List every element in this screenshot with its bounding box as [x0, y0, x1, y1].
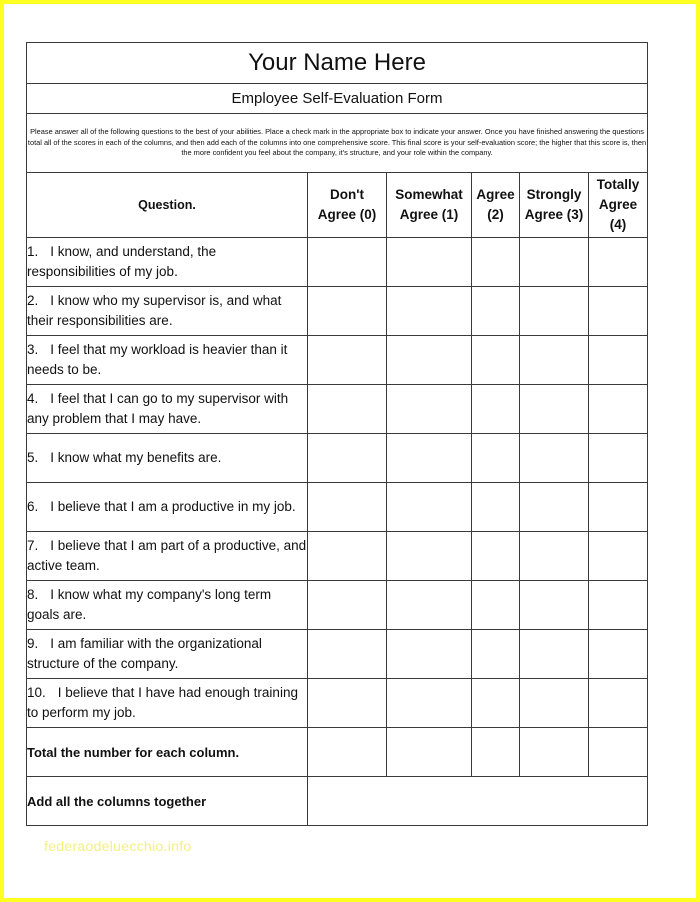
question-label: I believe that I am part of a productive, and active team. — [27, 538, 307, 573]
name-title: Your Name Here — [27, 43, 648, 84]
answer-checkbox-cell[interactable] — [472, 630, 520, 679]
answer-checkbox-cell[interactable] — [387, 532, 472, 581]
sum-row — [27, 777, 648, 826]
question-text — [27, 287, 308, 336]
question-text — [27, 238, 308, 287]
answer-checkbox-cell[interactable] — [520, 483, 589, 532]
answer-checkbox-cell[interactable] — [520, 336, 589, 385]
question-number: 1. — [27, 244, 39, 260]
answer-checkbox-cell[interactable] — [308, 532, 387, 581]
question-row — [27, 630, 648, 679]
question-row — [27, 483, 648, 532]
question-number: 2. — [27, 293, 39, 309]
answer-checkbox-cell[interactable] — [387, 287, 472, 336]
question-text — [27, 532, 308, 581]
answer-checkbox-cell[interactable] — [589, 630, 648, 679]
option-header-somewhat-agree — [387, 173, 472, 238]
question-number: 9. — [27, 636, 39, 652]
answer-checkbox-cell[interactable] — [308, 581, 387, 630]
option-line: Somewhat — [395, 186, 463, 202]
question-row — [27, 434, 648, 483]
answer-checkbox-cell[interactable] — [589, 434, 648, 483]
question-row — [27, 238, 648, 287]
answer-checkbox-cell[interactable] — [589, 581, 648, 630]
answer-checkbox-cell[interactable] — [589, 238, 648, 287]
total-cell-0[interactable] — [308, 728, 387, 777]
question-label: I know what my benefits are. — [50, 450, 222, 466]
instructions: Please answer all of the following questions to the best of your abilities. Place a check mark in the appropriate box to indicate your answer. Once you have finished answering the questions total all of the scores in each of the columns, and then add each of the columns into one comprehensive score. This final score is your self-evaluation score; the higher that this score is, then the more confident you feel about the company, it's structure, and your role within the company. — [27, 114, 648, 173]
answer-checkbox-cell[interactable] — [308, 385, 387, 434]
question-number: 10. — [27, 685, 46, 701]
option-header-dont-agree — [308, 173, 387, 238]
question-number: 5. — [27, 450, 39, 466]
total-row — [27, 728, 648, 777]
question-header: Question. — [27, 173, 308, 238]
answer-checkbox-cell[interactable] — [472, 385, 520, 434]
question-label: I feel that my workload is heavier than it needs to be. — [27, 342, 288, 377]
watermark: federaodeluecchio.info — [44, 838, 192, 854]
option-line: (4) — [609, 217, 627, 233]
answer-checkbox-cell[interactable] — [308, 287, 387, 336]
question-number: 4. — [27, 391, 39, 407]
answer-checkbox-cell[interactable] — [387, 336, 472, 385]
option-line: Agree (1) — [399, 207, 459, 222]
answer-checkbox-cell[interactable] — [520, 385, 589, 434]
option-line: Agree — [476, 186, 515, 202]
question-text — [27, 385, 308, 434]
option-line: Agree (3) — [524, 207, 584, 222]
question-label: I believe that I have had enough training to perform my job. — [27, 685, 298, 720]
answer-checkbox-cell[interactable] — [472, 238, 520, 287]
question-row — [27, 287, 648, 336]
answer-checkbox-cell[interactable] — [308, 336, 387, 385]
answer-checkbox-cell[interactable] — [387, 679, 472, 728]
answer-checkbox-cell[interactable] — [472, 336, 520, 385]
question-text — [27, 434, 308, 483]
answer-checkbox-cell[interactable] — [472, 581, 520, 630]
question-text — [27, 581, 308, 630]
question-row — [27, 336, 648, 385]
option-line: Don't — [330, 186, 364, 202]
option-line: Strongly — [526, 186, 582, 202]
answer-checkbox-cell[interactable] — [472, 287, 520, 336]
question-label: I am familiar with the organizational structure of the company. — [27, 636, 262, 671]
question-text — [27, 630, 308, 679]
answer-checkbox-cell[interactable] — [520, 679, 589, 728]
answer-checkbox-cell[interactable] — [589, 679, 648, 728]
answer-checkbox-cell[interactable] — [387, 238, 472, 287]
answer-checkbox-cell[interactable] — [520, 287, 589, 336]
question-label: I feel that I can go to my supervisor with any problem that I may have. — [27, 391, 289, 426]
answer-checkbox-cell[interactable] — [589, 336, 648, 385]
question-label: I know what my company's long term goals are. — [27, 587, 272, 622]
total-cell-4[interactable] — [589, 728, 648, 777]
answer-checkbox-cell[interactable] — [308, 434, 387, 483]
question-number: 7. — [27, 538, 39, 554]
answer-checkbox-cell[interactable] — [589, 385, 648, 434]
question-number: 3. — [27, 342, 39, 358]
question-row — [27, 532, 648, 581]
sum-row-label: Add all the columns together — [27, 777, 308, 826]
option-header-agree — [472, 173, 520, 238]
answer-checkbox-cell[interactable] — [472, 679, 520, 728]
option-line: Totally — [596, 176, 640, 192]
total-row-label: Total the number for each column. — [27, 728, 308, 777]
option-line: Agree — [598, 196, 638, 212]
answer-checkbox-cell[interactable] — [520, 238, 589, 287]
question-row — [27, 581, 648, 630]
header-row — [27, 173, 648, 238]
answer-checkbox-cell[interactable] — [520, 630, 589, 679]
answer-checkbox-cell[interactable] — [520, 532, 589, 581]
form-subtitle: Employee Self-Evaluation Form — [27, 84, 648, 114]
answer-checkbox-cell[interactable] — [387, 630, 472, 679]
option-line: Agree (0) — [317, 207, 377, 222]
answer-checkbox-cell[interactable] — [472, 483, 520, 532]
answer-checkbox-cell[interactable] — [589, 483, 648, 532]
total-cell-3[interactable] — [520, 728, 589, 777]
option-header-totally-agree — [589, 173, 648, 238]
answer-checkbox-cell[interactable] — [387, 385, 472, 434]
answer-checkbox-cell[interactable] — [308, 483, 387, 532]
question-number: 8. — [27, 587, 39, 603]
question-label: I believe that I am a productive in my job. — [50, 499, 296, 515]
question-text — [27, 483, 308, 532]
grand-total-cell[interactable] — [308, 777, 648, 826]
answer-checkbox-cell[interactable] — [387, 434, 472, 483]
option-header-strongly-agree — [520, 173, 589, 238]
question-label: I know, and understand, the responsibilities of my job. — [27, 244, 217, 279]
answer-checkbox-cell[interactable] — [308, 238, 387, 287]
question-text — [27, 679, 308, 728]
answer-checkbox-cell[interactable] — [308, 679, 387, 728]
answer-checkbox-cell[interactable] — [387, 483, 472, 532]
question-row — [27, 679, 648, 728]
answer-checkbox-cell[interactable] — [589, 532, 648, 581]
question-row — [27, 385, 648, 434]
question-number: 6. — [27, 499, 39, 515]
option-line: (2) — [487, 207, 504, 222]
answer-checkbox-cell[interactable] — [520, 581, 589, 630]
self-evaluation-form — [26, 42, 648, 826]
answer-checkbox-cell[interactable] — [472, 532, 520, 581]
answer-checkbox-cell[interactable] — [520, 434, 589, 483]
answer-checkbox-cell[interactable] — [589, 287, 648, 336]
answer-checkbox-cell[interactable] — [472, 434, 520, 483]
total-cell-2[interactable] — [472, 728, 520, 777]
answer-checkbox-cell[interactable] — [308, 630, 387, 679]
question-text — [27, 336, 308, 385]
total-cell-1[interactable] — [387, 728, 472, 777]
answer-checkbox-cell[interactable] — [387, 581, 472, 630]
question-label: I know who my supervisor is, and what their responsibilities are. — [27, 293, 282, 328]
